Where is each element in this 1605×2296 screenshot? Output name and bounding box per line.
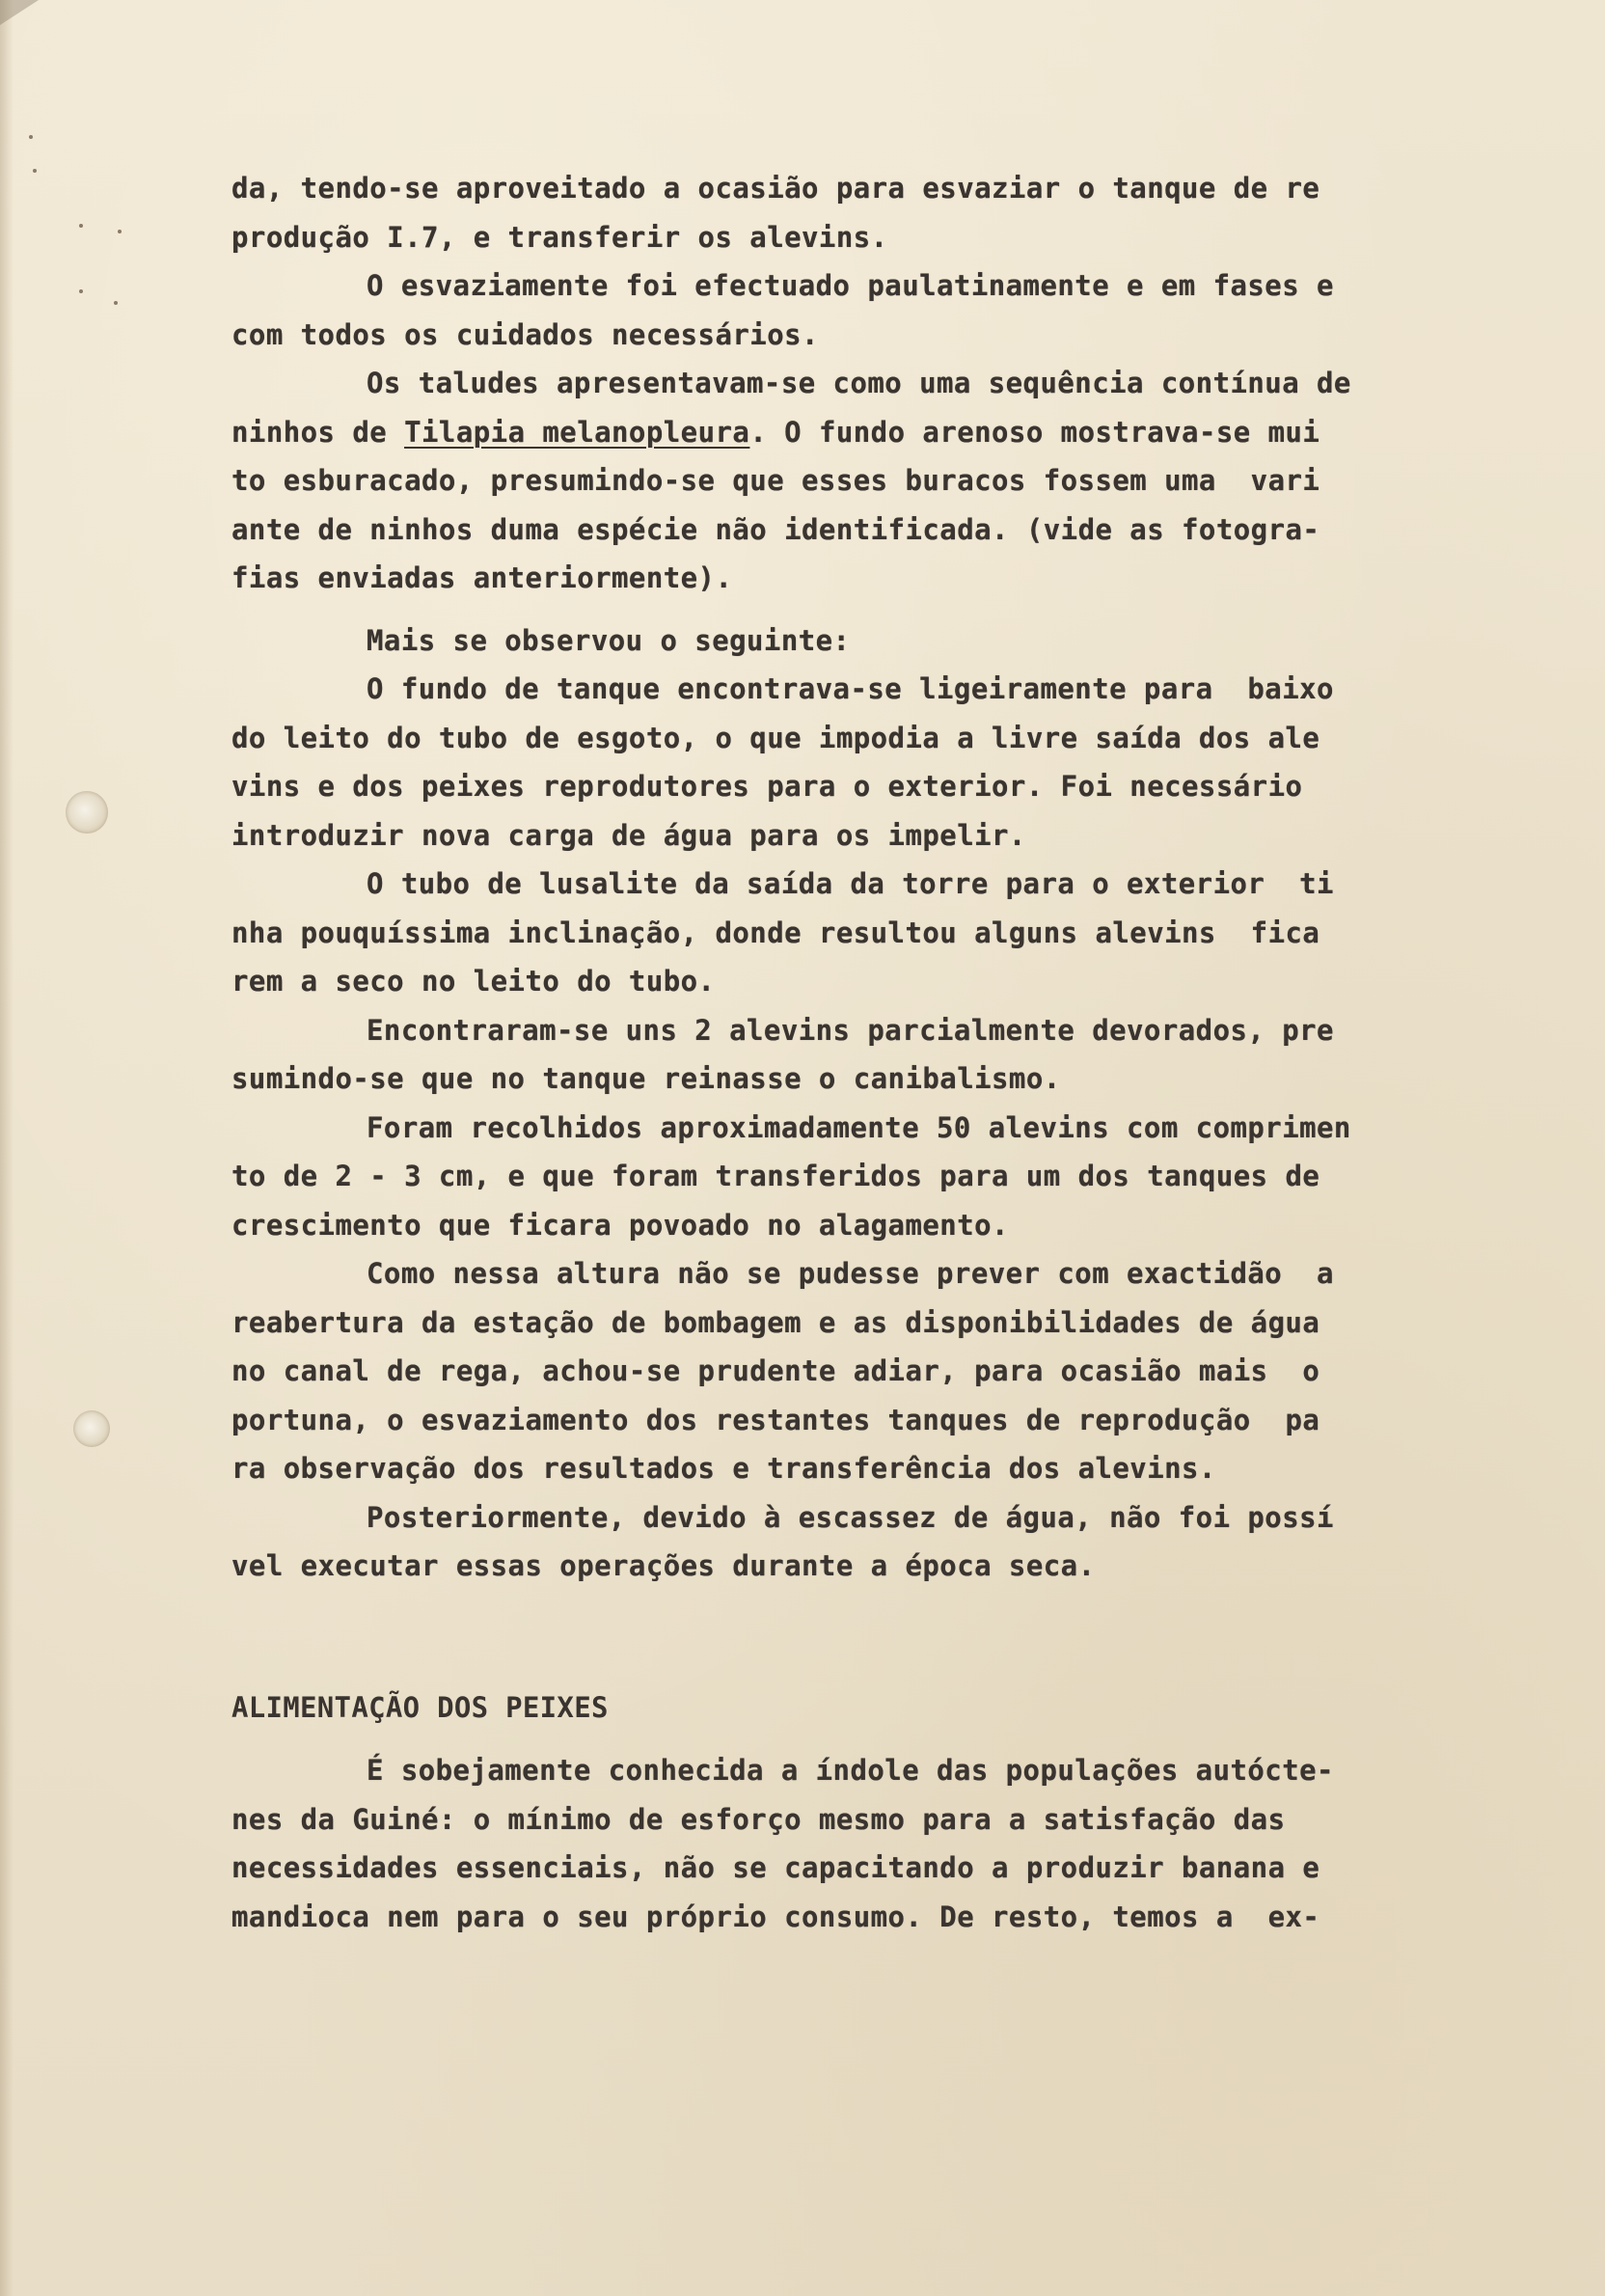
text-line: to de 2 - 3 cm, e que foram transferidos para um dos tanques de [231,1160,1320,1192]
text-line: Os taludes apresentavam-se como uma sequência contínua de [367,367,1351,399]
text-line: ra observação dos resultados e transferência dos alevins. [231,1452,1216,1485]
text-line: Como nessa altura não se pudesse prever com exactidão a [367,1257,1334,1290]
text-line: fias enviadas anteriormente). [231,561,733,594]
text-line: introduzir nova carga de água para os impelir. [231,818,1026,852]
text-line: necessidades essenciais, não se capacitando a produzir banana e [231,1851,1320,1884]
paper-speck [33,169,37,173]
text-line: É sobejamente conhecida a índole das populações autócte- [367,1754,1334,1787]
text-line: Encontraram-se uns 2 alevins parcialmente devorados, pre [367,1013,1334,1047]
section-heading: ALIMENTAÇÃO DOS PEIXES [231,1691,609,1724]
text-line: O fundo de tanque encontrava-se ligeiramente para baixo [367,672,1334,705]
text-line: Foram recolhidos aproximadamente 50 alevins com comprimen [367,1110,1351,1144]
section-body-text [231,1746,1476,1941]
text-line: produção I.7, e transferir os alevins. [231,220,888,254]
corner-fold-mark [0,0,58,39]
paper-edge-shadow [0,0,14,2296]
text-line: to esburacado, presumindo-se que esses buracos fossem uma vari [231,464,1320,497]
punch-hole-mark [66,791,108,834]
text-line: O tubo de lusalite da saída da torre para o exterior ti [367,867,1334,900]
text-line: ninhos de Tilapia melanopleura. O fundo arenoso mostrava-se mui [231,415,1320,449]
text-line: vel executar essas operações durante a época seca. [231,1549,1096,1582]
text-line: do leito do tubo de esgoto, o que impodia a livre saída dos ale [231,721,1320,754]
text-line: reabertura da estação de bombagem e as disponibilidades de água [231,1305,1320,1339]
text-line: no canal de rega, achou-se prudente adiar, para ocasião mais o [231,1354,1320,1387]
text-line: O esvaziamente foi efectuado paulatinamente e em fases e [367,269,1334,302]
text-line: nha pouquíssima inclinação, donde resultou alguns alevins fica [231,916,1320,949]
paper-speck [114,301,118,305]
punch-hole-mark [73,1410,110,1447]
text-line: rem a seco no leito do tubo. [231,965,716,998]
paper-speck [79,289,83,293]
text-line: ante de ninhos duma espécie não identificada. (vide as fotogra- [231,512,1320,546]
text-line: sumindo-se que no tanque reinasse o canibalismo. [231,1062,1061,1095]
text-line: Mais se observou o seguinte: [367,623,851,657]
text-line: nes da Guiné: o mínimo de esforço mesmo para a satisfação das [231,1802,1286,1836]
species-name: Tilapia melanopleura [404,415,750,449]
text-line: portuna, o esvaziamento dos restantes tanques de reprodução pa [231,1403,1320,1436]
paper-speck [79,224,83,228]
body-text [231,164,1476,1591]
text-line: crescimento que ficara povoado no alagamento. [231,1208,1009,1242]
text-line: vins e dos peixes reprodutores para o exterior. Foi necessário [231,770,1303,803]
text-line: com todos os cuidados necessários. [231,317,819,351]
text-line: mandioca nem para o seu próprio consumo. De resto, temos a ex- [231,1900,1320,1933]
paper-speck [118,230,122,233]
text-line: da, tendo-se aproveitado a ocasião para esvaziar o tanque de re [231,172,1320,205]
paper-speck [29,135,33,139]
text-line: Posteriormente, devido à escassez de água, não foi possí [367,1500,1334,1534]
